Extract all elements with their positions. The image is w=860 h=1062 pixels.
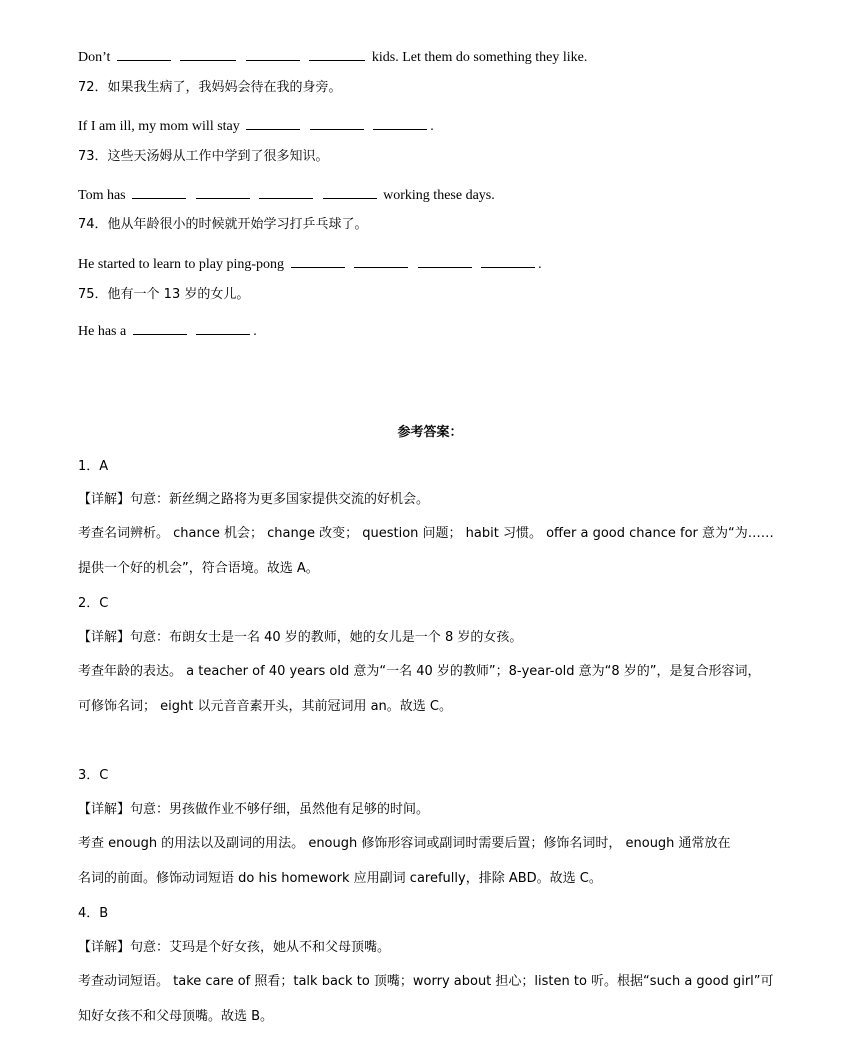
answer-blank[interactable] <box>418 253 472 268</box>
answer-blank[interactable] <box>133 320 187 335</box>
answer-explanation: 考查动词短语。 take care of 照看；talk back to 顶嘴；worry about 担心；listen to 听。根据“such a good girl”可 <box>78 974 774 989</box>
answer-blank[interactable] <box>309 46 365 61</box>
q75-prompt: 75．他有一个 13 岁的女儿。 <box>78 287 250 302</box>
q72-suffix: . <box>430 119 434 134</box>
answer-explanation: 名词的前面。修饰动词短语 do his homework 应用副词 carefully，排除 ABD。故选 C。 <box>78 871 602 886</box>
answer-detail: 【详解】句意：布朗女士是一名 40 岁的教师，她的女儿是一个 8 岁的女孩。 <box>78 630 523 645</box>
answer-head: 4．B <box>78 906 109 921</box>
q73-sentence <box>78 184 800 206</box>
answers-title: 参考答案： <box>397 425 463 440</box>
answer-explanation: 提供一个好的机会”，符合语境。故选 A。 <box>78 561 319 576</box>
answer-explanation: 考查名词辨析。 chance 机会； change 改变； question 问题； habit 习惯。 offer a good chance for 意为“为…… <box>78 526 774 541</box>
answer-blank[interactable] <box>180 46 236 61</box>
q71-prefix: Don’t <box>78 50 111 65</box>
answer-head: 1．A <box>78 459 109 474</box>
q72-sentence <box>78 115 800 137</box>
q71-sentence <box>78 46 800 68</box>
answer-blank[interactable] <box>323 184 377 199</box>
answer-blank[interactable] <box>246 115 300 130</box>
q74-sentence <box>78 253 800 275</box>
q74-prefix: He started to learn to play ping-pong <box>78 257 285 272</box>
answer-blank[interactable] <box>246 46 300 61</box>
answer-head: 3．C <box>78 768 109 783</box>
q71-suffix: kids. Let them do something they like. <box>371 50 588 65</box>
q75-sentence <box>78 320 800 342</box>
answer-blank[interactable] <box>291 253 345 268</box>
answer-blank[interactable] <box>259 184 313 199</box>
answer-detail: 【详解】句意：男孩做作业不够仔细，虽然他有足够的时间。 <box>78 802 430 817</box>
answer-blank[interactable] <box>196 184 250 199</box>
q73-prefix: Tom has <box>78 188 126 203</box>
answer-blank[interactable] <box>373 115 427 130</box>
answer-explanation: 知好女孩不和父母顶嘴。故选 B。 <box>78 1009 274 1024</box>
q73-suffix: working these days. <box>383 188 495 203</box>
q75-suffix: . <box>253 324 257 339</box>
answer-explanation: 可修饰名词； eight 以元音音素开头，其前冠词用 an。故选 C。 <box>78 699 453 714</box>
answer-detail: 【详解】句意：艾玛是个好女孩，她从不和父母顶嘴。 <box>78 940 391 955</box>
q74-prompt: 74．他从年龄很小的时候就开始学习打乒乓球了。 <box>78 217 368 232</box>
q75-prefix: He has a <box>78 324 127 339</box>
answer-explanation: 考查 enough 的用法以及副词的用法。 enough 修饰形容词或副词时需要后置；修饰名词时， enough 通常放在 <box>78 836 731 851</box>
answer-blank[interactable] <box>354 253 408 268</box>
answer-detail: 【详解】句意：新丝绸之路将为更多国家提供交流的好机会。 <box>78 492 430 507</box>
answer-blank[interactable] <box>481 253 535 268</box>
q72-prompt: 72．如果我生病了，我妈妈会待在我的身旁。 <box>78 80 342 95</box>
q73-prompt: 73．这些天汤姆从工作中学到了很多知识。 <box>78 149 329 164</box>
answer-blank[interactable] <box>310 115 364 130</box>
answer-explanation: 考查年龄的表达。 a teacher of 40 years old 意为“一名 40 岁的教师”；8-year-old 意为“8 岁的”，是复合形容词， <box>78 664 761 679</box>
q72-prefix: If I am ill, my mom will stay <box>78 119 240 134</box>
q74-suffix: . <box>538 257 542 272</box>
answer-blank[interactable] <box>132 184 186 199</box>
answer-blank[interactable] <box>196 320 250 335</box>
answer-blank[interactable] <box>117 46 171 61</box>
answer-head: 2．C <box>78 596 109 611</box>
